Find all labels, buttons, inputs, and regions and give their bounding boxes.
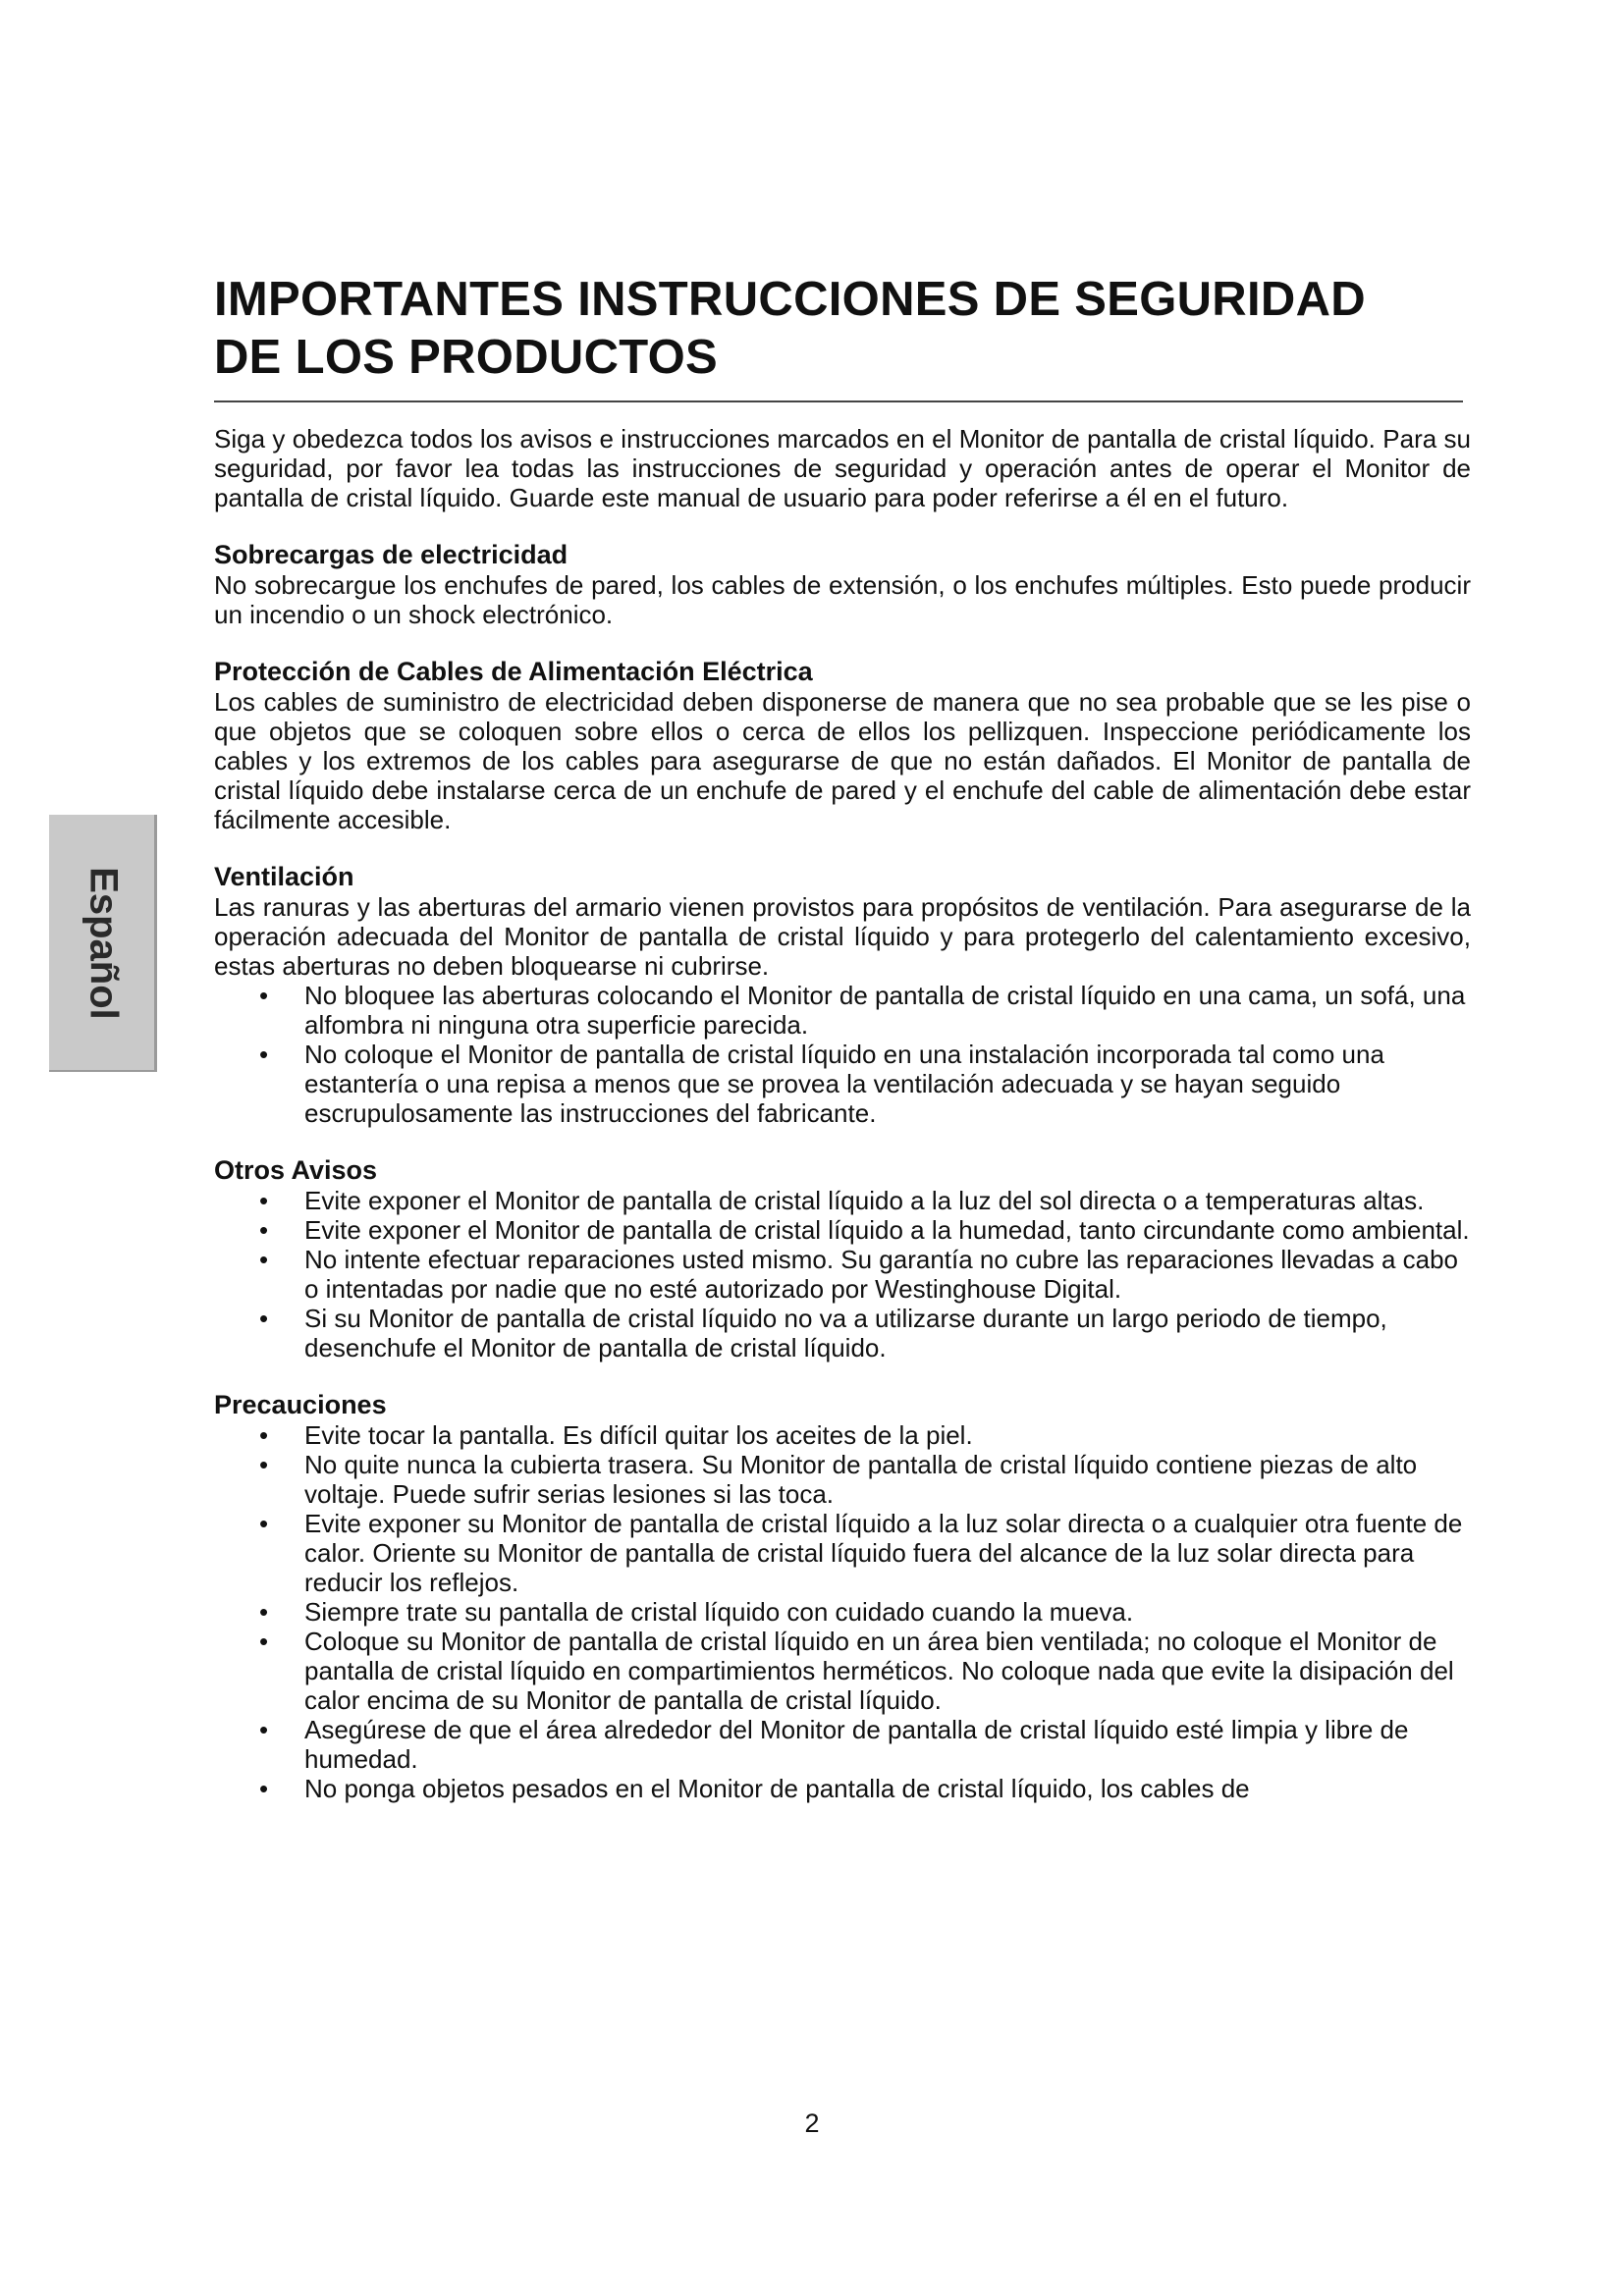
bullet-list (214, 1186, 1471, 1362)
page-content (214, 271, 1471, 1803)
section-heading: Sobrecargas de electricidad (214, 540, 568, 569)
list-item: • No coloque el Monitor de pantalla de cristal líquido en una instalación incorporada tal como una estantería o una repisa a menos que se provea la ventilación adecuada y se hayan seguido escrupulosamente las instrucciones del fabricante. (214, 1040, 1471, 1128)
list-item: • No bloquee las aberturas colocando el Monitor de pantalla de cristal líquido en una cama, un sofá, una alfombra ni ninguna otra superficie parecida. (214, 981, 1471, 1040)
page-title-line-2: DE LOS PRODUCTOS (214, 331, 719, 384)
language-tab-label: Español (81, 867, 126, 1020)
bullet-list (214, 1420, 1471, 1803)
section-heading: Protección de Cables de Alimentación Eléctrica (214, 657, 813, 686)
list-item: • Siempre trate su pantalla de cristal líquido con cuidado cuando la mueva. (214, 1597, 1471, 1627)
section-heading: Otros Avisos (214, 1155, 378, 1185)
list-item: • Evite tocar la pantalla. Es difícil quitar los aceites de la piel. (214, 1420, 1471, 1450)
section-heading: Ventilación (214, 862, 354, 891)
bullet-list (214, 981, 1471, 1128)
page-title-line-1: IMPORTANTES INSTRUCCIONES DE SEGURIDAD (214, 273, 1366, 326)
title-divider (214, 400, 1463, 402)
section-ventilation (214, 862, 1471, 1128)
list-item: • Si su Monitor de pantalla de cristal líquido no va a utilizarse durante un largo periodo de tiempo, desenchufe el Monitor de pantalla de cristal líquido. (214, 1304, 1471, 1362)
intro-paragraph: Siga y obedezca todos los avisos e instrucciones marcados en el Monitor de pantalla de cristal líquido. Para su seguridad, por favor lea todas las instrucciones de seguridad y operación antes de operar el Monitor de pantalla de cristal líquido. Guarde este manual de usuario para poder referirse a él en el futuro. (214, 424, 1471, 512)
list-item: • Coloque su Monitor de pantalla de cristal líquido en un área bien ventilada; no coloque el Monitor de pantalla de cristal líquido en compartimientos herméticos. No coloque nada que evite la disipación del calor encima de su Monitor de pantalla de cristal líquido. (214, 1627, 1471, 1715)
list-item: • No ponga objetos pesados en el Monitor de pantalla de cristal líquido, los cables de (214, 1774, 1471, 1803)
section-heading: Precauciones (214, 1390, 387, 1419)
section-power-cable-protection (214, 657, 1471, 834)
section-other-warnings (214, 1155, 1471, 1362)
section-precautions (214, 1390, 1471, 1803)
list-item: • Evite exponer su Monitor de pantalla de cristal líquido a la luz solar directa o a cualquier otra fuente de calor. Oriente su Monitor de pantalla de cristal líquido fuera del alcance de la luz solar directa para reducir los reflejos. (214, 1509, 1471, 1597)
page-title (214, 271, 1471, 387)
page-number: 2 (804, 2109, 820, 2138)
list-item: • Evite exponer el Monitor de pantalla de cristal líquido a la humedad, tanto circundante como ambiental. (214, 1215, 1471, 1245)
section-body: No sobrecargue los enchufes de pared, los cables de extensión, o los enchufes múltiples. Esto puede producir un incendio o un shock electrónico. (214, 570, 1471, 629)
list-item: • No quite nunca la cubierta trasera. Su Monitor de pantalla de cristal líquido contiene piezas de alto voltaje. Puede sufrir serias lesiones si las toca. (214, 1450, 1471, 1509)
language-side-tab (49, 815, 157, 1072)
list-item: • No intente efectuar reparaciones usted mismo. Su garantía no cubre las reparaciones llevadas a cabo o intentadas por nadie que no esté autorizado por Westinghouse Digital. (214, 1245, 1471, 1304)
list-item: • Asegúrese de que el área alrededor del Monitor de pantalla de cristal líquido esté limpia y libre de humedad. (214, 1715, 1471, 1774)
section-body: Los cables de suministro de electricidad deben disponerse de manera que no sea probable que se les pise o que objetos que se coloquen sobre ellos o cerca de ellos los pellizquen. Inspeccione periódicamente los cables y los extremos de los cables para asegurarse de que no están dañados. El Monitor de pantalla de cristal líquido debe instalarse cerca de un enchufe de pared y el enchufe del cable de alimentación debe estar fácilmente accesible. (214, 687, 1471, 834)
section-body: Las ranuras y las aberturas del armario vienen provistos para propósitos de ventilación. Para asegurarse de la operación adecuada del Monitor de pantalla de cristal líquido y para protegerlo del calentamiento excesivo, estas aberturas no deben bloquearse ni cubrirse. (214, 892, 1471, 981)
list-item: • Evite exponer el Monitor de pantalla de cristal líquido a la luz del sol directa o a temperaturas altas. (214, 1186, 1471, 1215)
section-electricity-overload (214, 540, 1471, 629)
